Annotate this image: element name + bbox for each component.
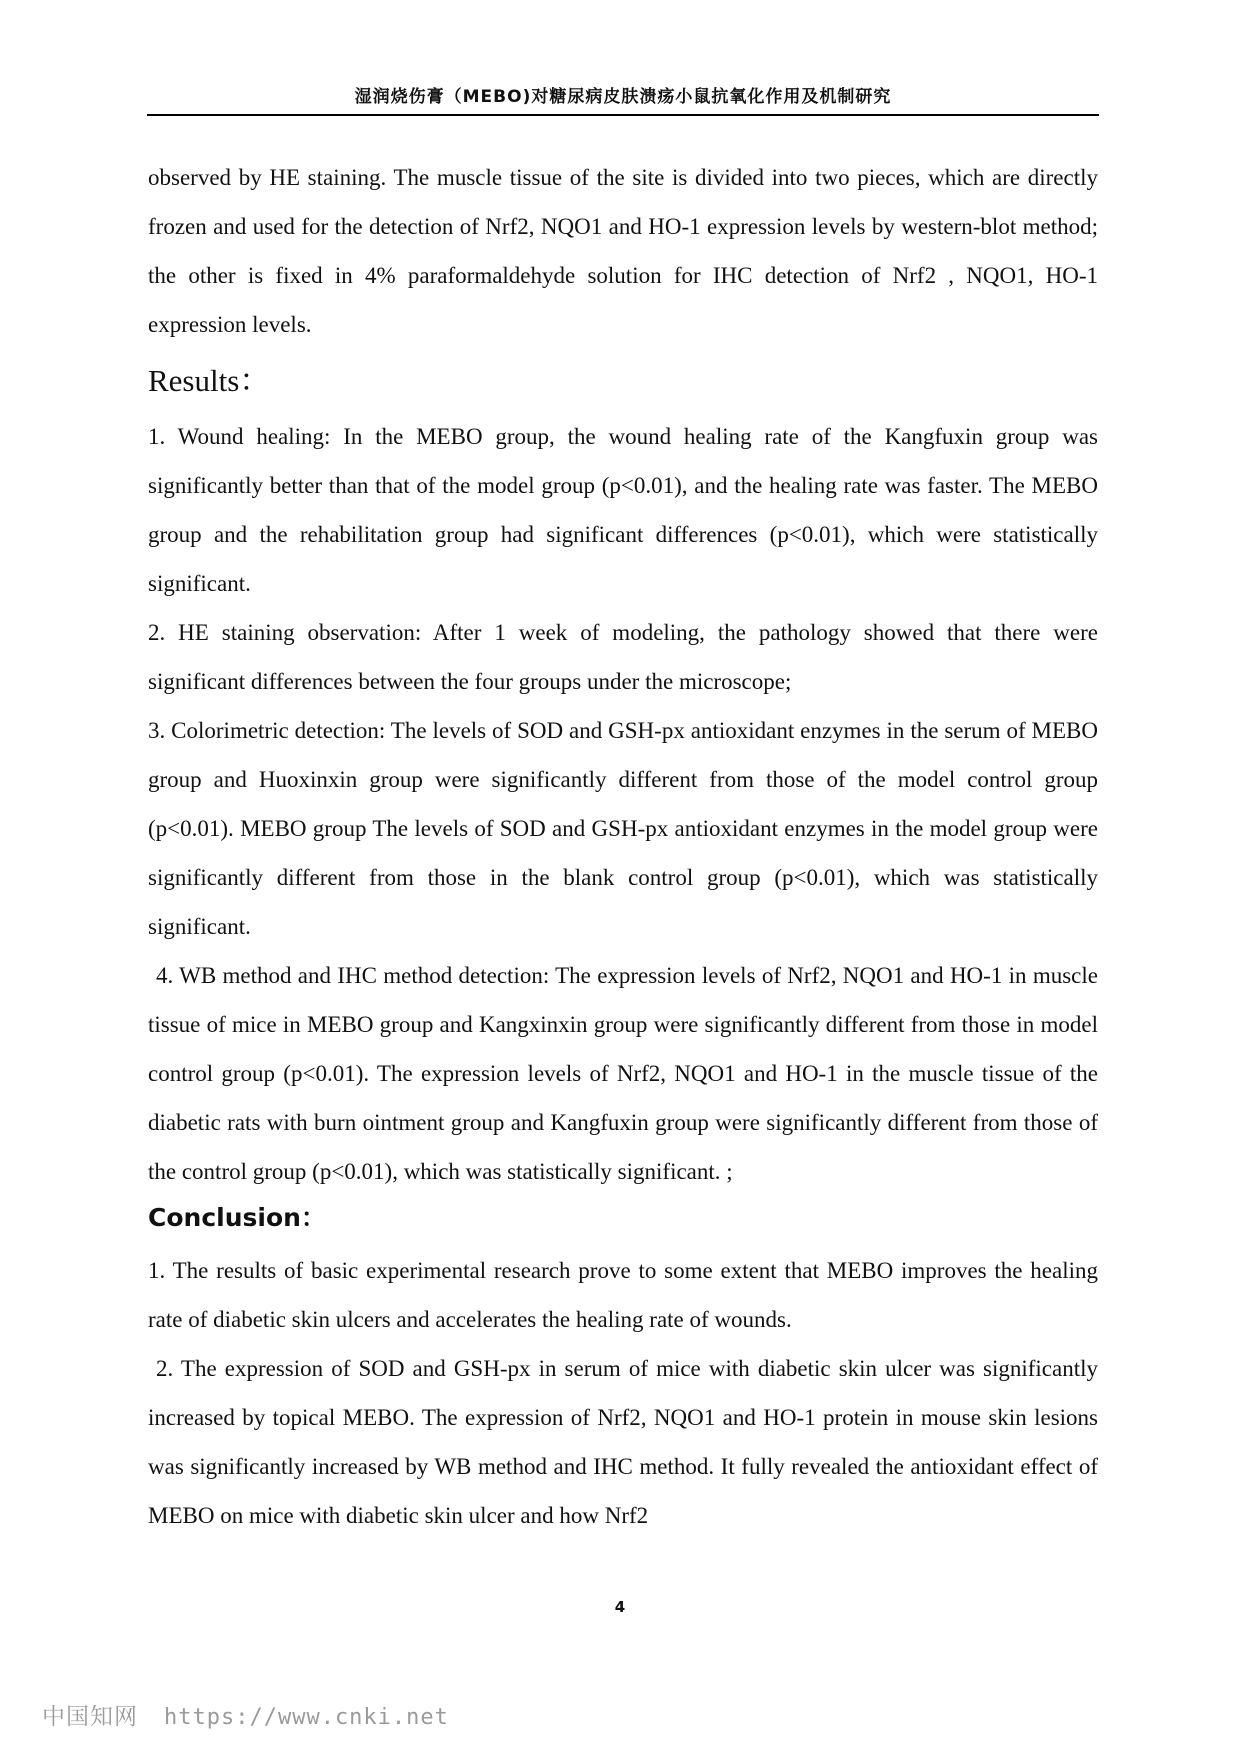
results-item-1: 1. Wound healing: In the MEBO group, the wound healing rate of the Kangfuxin group was significantly better than that of the model group (p<0.01), and the healing rate was faster. The MEBO group and the rehabilitation group had significant differences (p<0.01), which were statistically significant. xyxy=(148,424,1098,596)
cnki-watermark xyxy=(42,1698,449,1731)
conclusion-heading: Conclusion： xyxy=(148,1203,326,1232)
watermark-brand: 中国知网 xyxy=(42,1704,138,1730)
results-item-3: 3. Colorimetric detection: The levels of SOD and GSH-px antioxidant enzymes in the serum of MEBO group and Huoxinxin group were significantly different from those of the model control group (p<0.01). MEBO group The levels of SOD and GSH-px antioxidant enzymes in the model group were significantly different from those in the blank control group (p<0.01), which was statistically significant. xyxy=(148,718,1098,939)
watermark-url: https://www.cnki.net xyxy=(164,1705,449,1730)
page-number: 4 xyxy=(614,1598,626,1616)
results-item-2: 2. HE staining observation: After 1 week of modeling, the pathology showed that there were significant differences between the four groups under the microscope; xyxy=(148,620,1098,694)
header-rule xyxy=(147,114,1099,116)
conclusion-item-1: 1. The results of basic experimental research prove to some extent that MEBO improves the healing rate of diabetic skin ulcers and accelerates the healing rate of wounds. xyxy=(148,1258,1098,1332)
conclusion-item-2: 2. The expression of SOD and GSH-px in serum of mice with diabetic skin ulcer was significantly increased by topical MEBO. The expression of Nrf2, NQO1 and HO-1 protein in mouse skin lesions was significantly increased by WB method and IHC method. It fully revealed the antioxidant effect of MEBO on mice with diabetic skin ulcer and how Nrf2 xyxy=(148,1356,1098,1528)
results-heading: Results： xyxy=(148,363,271,398)
results-item-4: 4. WB method and IHC method detection: The expression levels of Nrf2, NQO1 and HO-1 in muscle tissue of mice in MEBO group and Kangxinxin group were significantly different from those in model control group (p<0.01). The expression levels of Nrf2, NQO1 and HO-1 in the muscle tissue of the diabetic rats with burn ointment group and Kangfuxin group were significantly different from those of the control group (p<0.01), which was statistically significant. ; xyxy=(148,963,1098,1184)
intro-paragraph: observed by HE staining. The muscle tissue of the site is divided into two pieces, which are directly frozen and used for the detection of Nrf2, NQO1 and HO-1 expression levels by western-blot method; the other is fixed in 4% paraformaldehyde solution for IHC detection of Nrf2 , NQO1, HO-1 expression levels. xyxy=(148,165,1098,337)
running-header: 湿润烧伤膏（MEBO)对糖尿病皮肤溃疡小鼠抗氧化作用及机制研究 xyxy=(354,87,892,107)
page-body xyxy=(148,153,1098,1540)
